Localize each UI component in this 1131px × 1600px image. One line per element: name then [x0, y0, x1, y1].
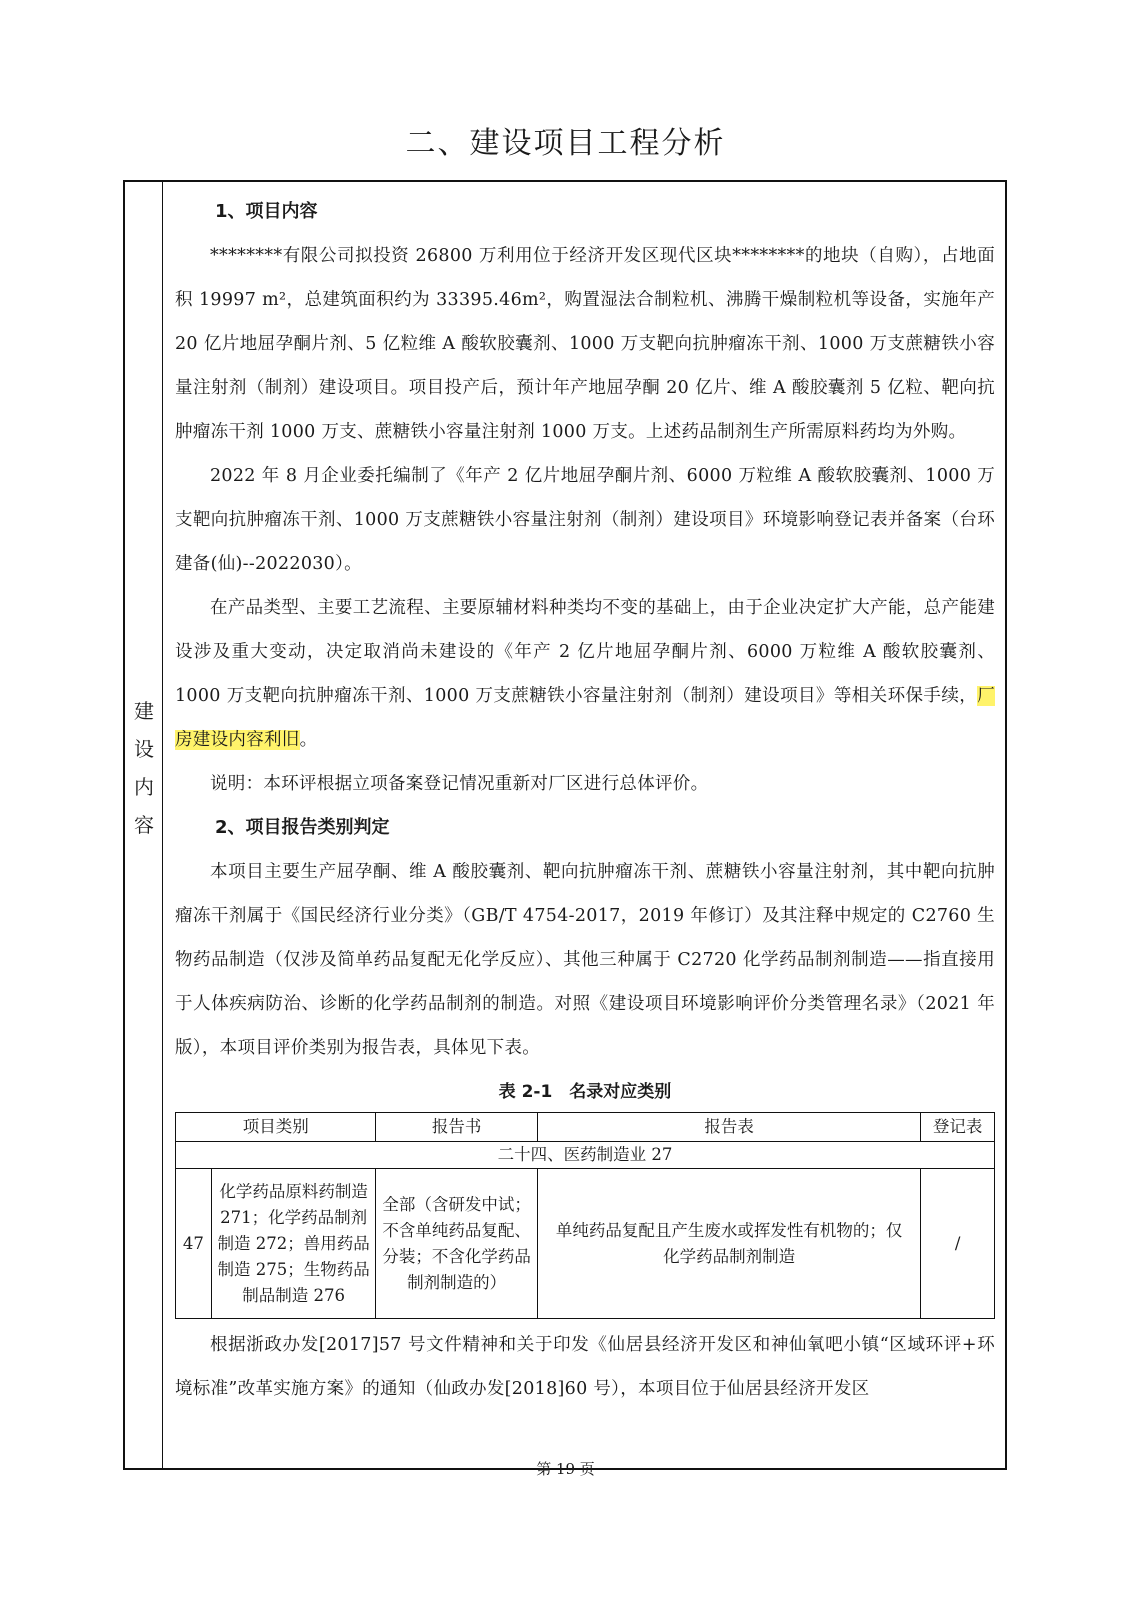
- page-title: 二、建设项目工程分析: [405, 126, 726, 161]
- section-2-paragraph-2: 根据浙政办发[2017]57 号文件精神和关于印发《仙居县经济开发区和神仙氧吧小镇“区域环评+环境标准”改革实施方案》的通知（仙政办发[2018]60 号），本项目位于仙居县经济开发区: [175, 1335, 995, 1399]
- content-frame: [123, 180, 1007, 1470]
- page-number: 第 19 页: [536, 1460, 595, 1478]
- side-label: [125, 692, 163, 844]
- table-section-row: [176, 1142, 995, 1169]
- header-report-form: 报告表: [537, 1113, 920, 1142]
- section-1-heading: 1、项目内容: [215, 201, 318, 222]
- paragraph-3-end: 。: [299, 730, 318, 750]
- side-label-chars: [125, 692, 163, 844]
- content-body: [163, 182, 1005, 1468]
- header-report-book: 报告书: [376, 1113, 538, 1142]
- paragraph-3-text: 在产品类型、主要工艺流程、主要原辅材料种类均不变的基础上，由于企业决定扩大产能，总产能建设涉及重大变动，决定取消尚未建设的《年产 2 亿片地屈孕酮片剂、6000 万粒维 A 酸软胶囊剂、1000 万支靶向抗肿瘤冻干剂、1000 万支蔗糖铁小容量注射剂（制剂）建设项目》等相关环保手续，: [175, 598, 995, 706]
- header-registration: 登记表: [921, 1113, 995, 1142]
- section-row-label: 二十四、医药制造业 27: [176, 1142, 995, 1169]
- section-2-heading: 2、项目报告类别判定: [215, 817, 390, 838]
- section-1-paragraph-2: 2022 年 8 月企业委托编制了《年产 2 亿片地屈孕酮片剂、6000 万粒维 A 酸软胶囊剂、1000 万支靶向抗肿瘤冻干剂、1000 万支蔗糖铁小容量注射剂（制剂）建设项目》环境影响登记表并备案（台环建备(仙)--2022030）。: [175, 466, 995, 574]
- row-report-book: 全部（含研发中试；不含单纯药品复配、分装；不含化学药品制剂制造的）: [376, 1169, 538, 1319]
- table-header-row: [176, 1113, 995, 1142]
- highlighted-text: 厂房建设内容利旧: [175, 686, 995, 750]
- row-category: 化学药品原料药制造 271；化学药品制剂制造 272；兽用药品制造 275；生物药品制品制造 276: [211, 1169, 376, 1319]
- header-category: 项目类别: [176, 1113, 376, 1142]
- row-report-form: 单纯药品复配且产生废水或挥发性有机物的；仅化学药品制剂制造: [537, 1169, 920, 1319]
- section-1-paragraph-3: [175, 586, 995, 762]
- side-label-char: 容: [134, 813, 154, 837]
- section-1-note: 说明：本环评根据立项备案登记情况重新对厂区进行总体评价。: [210, 774, 709, 794]
- row-registration: /: [921, 1169, 995, 1319]
- side-label-char: 内: [134, 775, 154, 799]
- table-caption: 表 2-1 名录对应类别: [498, 1082, 672, 1102]
- side-label-char: 设: [134, 737, 154, 761]
- side-label-char: 建: [134, 699, 154, 723]
- table-row: [176, 1169, 995, 1319]
- section-2-paragraph-1: 本项目主要生产屈孕酮、维 A 酸胶囊剂、靶向抗肿瘤冻干剂、蔗糖铁小容量注射剂，其中靶向抗肿瘤冻干剂属于《国民经济行业分类》（GB/T 4754-2017，2019 年修订）及其注释中规定的 C2760 生物药品制造（仅涉及简单药品复配无化学反应）、其他三种属于 C2720 化学药品制剂制造——指直接用于人体疾病防治、诊断的化学药品制剂的制造。对照《建设项目环境影响评价分类管理名录》（2021 年版），本项目评价类别为报告表，具体见下表。: [175, 862, 995, 1058]
- side-column: [125, 182, 163, 1468]
- category-table: [175, 1112, 995, 1319]
- row-number: 47: [176, 1169, 212, 1319]
- section-1-paragraph-1: ********有限公司拟投资 26800 万利用位于经济开发区现代区块********的地块（自购），占地面积 19997 m²，总建筑面积约为 33395.46m²，购置湿法合制粒机、沸腾干燥制粒机等设备，实施年产 20 亿片地屈孕酮片剂、5 亿粒维 A 酸软胶囊剂、1000 万支靶向抗肿瘤冻干剂、1000 万支蔗糖铁小容量注射剂（制剂）建设项目。项目投产后，预计年产地屈孕酮 20 亿片、维 A 酸胶囊剂 5 亿粒、靶向抗肿瘤冻干剂 1000 万支、蔗糖铁小容量注射剂 1000 万支。上述药品制剂生产所需原料药均为外购。: [175, 246, 995, 442]
